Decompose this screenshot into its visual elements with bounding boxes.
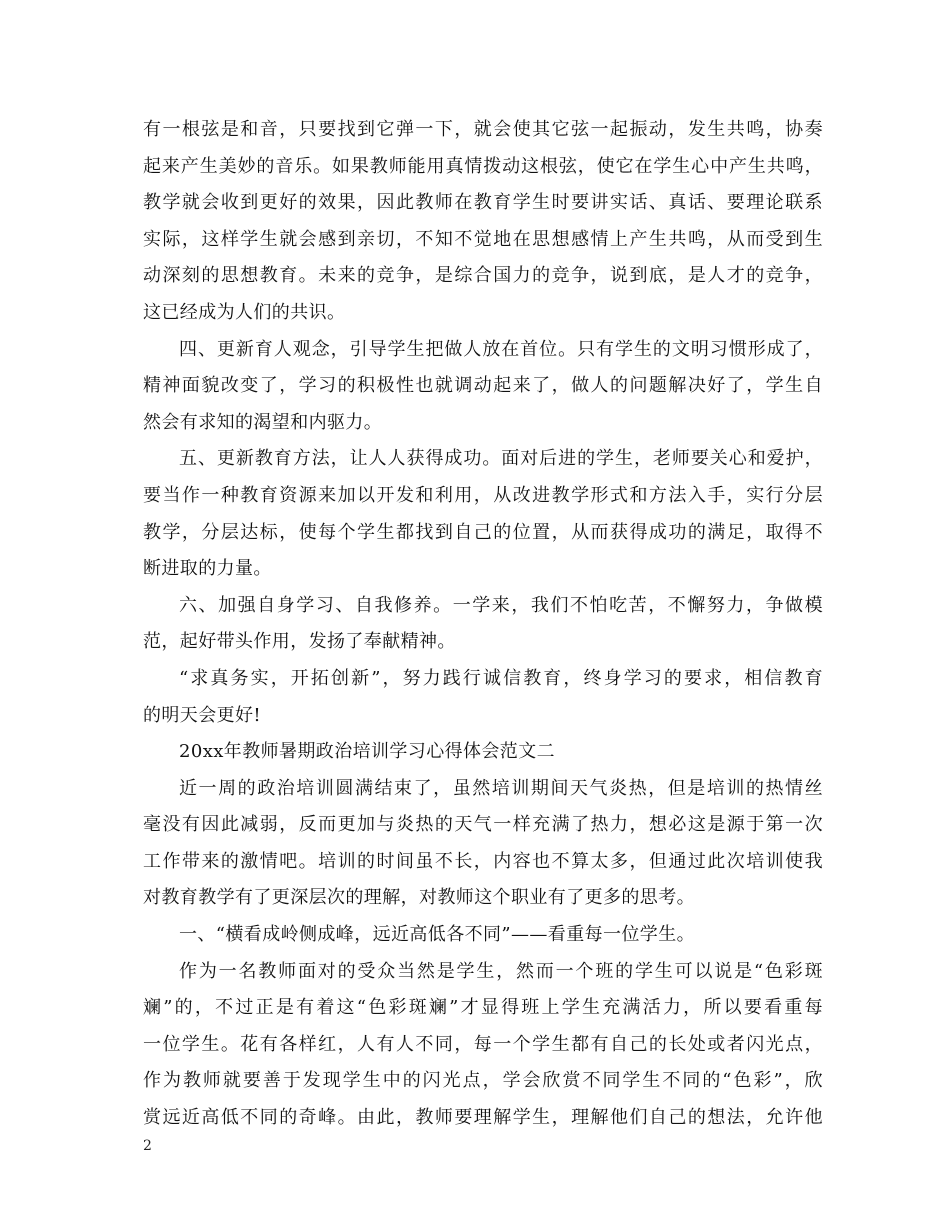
text-line: 近一周的政治培训圆满结束了，虽然培训期间天气炎热，但是培训的热情丝 (179, 777, 823, 799)
text-line: 这已经成为人们的共识。 (143, 301, 346, 323)
text-line: 精神面貌改变了，学习的积极性也就调动起来了，做人的问题解决好了，学生自 (143, 375, 823, 397)
text-line: “求真务实，开拓创新”，努力践行诚信教育，终身学习的要求，相信教育 (179, 667, 823, 689)
text-line: 四、更新育人观念，引导学生把做人放在首位。只有学生的文明习惯形成了， (179, 338, 823, 360)
text-line: 教学，分层达标，使每个学生都找到自己的位置，从而获得成功的满足，取得不 (143, 521, 823, 543)
text-line: 作为一名教师面对的受众当然是学生，然而一个班的学生可以说是“色彩斑 (179, 960, 823, 982)
text-line: 斓”的，不过正是有着这“色彩斑斓”才显得班上学生充满活力，所以要看重每 (143, 997, 823, 1019)
section-heading: 20xx年教师暑期政治培训学习心得体会范文二 (179, 741, 556, 763)
text-line: 有一根弦是和音，只要找到它弹一下，就会使其它弦一起振动，发生共鸣，协奏 (143, 119, 823, 140)
text-line: 实际，这样学生就会感到亲切，不知不觉地在思想感情上产生共鸣，从而受到生 (143, 228, 823, 250)
text-line: 一、“横看成岭侧成峰，远近高低各不同”——看重每一位学生。 (179, 924, 696, 946)
text-line: 断进取的力量。 (143, 558, 272, 580)
page-number: 2 (143, 1138, 152, 1154)
text-line: 的明天会更好! (143, 704, 262, 726)
text-line: 然会有求知的渴望和内驱力。 (143, 411, 383, 433)
text-line: 动深刻的思想教育。未来的竞争，是综合国力的竞争，说到底，是人才的竞争， (143, 265, 823, 287)
text-line: 对教育教学有了更深层次的理解，对教师这个职业有了更多的思考。 (143, 887, 695, 909)
text-line: 要当作一种教育资源来加以开发和利用，从改进教学形式和方法入手，实行分层 (143, 484, 823, 506)
text-line: 工作带来的激情吧。培训的时间虽不长，内容也不算太多，但通过此次培训使我 (143, 850, 823, 872)
text-line: 五、更新教育方法，让人人获得成功。面对后进的学生，老师要关心和爱护， (179, 448, 823, 470)
text-line: 教学就会收到更好的效果，因此教师在教育学生时要讲实话、真话、要理论联系 (143, 192, 823, 214)
text-line: 一位学生。花有各样红，人有人不同，每一个学生都有自己的长处或者闪光点， (143, 1033, 823, 1055)
body-text (143, 112, 823, 1137)
text-line: 起来产生美妙的音乐。如果教师能用真情拨动这根弦，使它在学生心中产生共鸣， (143, 155, 823, 177)
text-line: 范，起好带头作用，发扬了奉献精神。 (143, 631, 456, 653)
text-line: 作为教师就要善于发现学生中的闪光点，学会欣赏不同学生不同的“色彩”，欣 (143, 1070, 823, 1092)
text-line: 赏远近高低不同的奇峰。由此，教师要理解学生，理解他们自己的想法，允许他 (143, 1107, 823, 1129)
text-line: 毫没有因此减弱，反而更加与炎热的天气一样充满了热力，想必这是源于第一次 (143, 814, 823, 836)
text-line: 六、加强自身学习、自我修养。一学来，我们不怕吃苦，不懈努力，争做模 (179, 594, 823, 616)
